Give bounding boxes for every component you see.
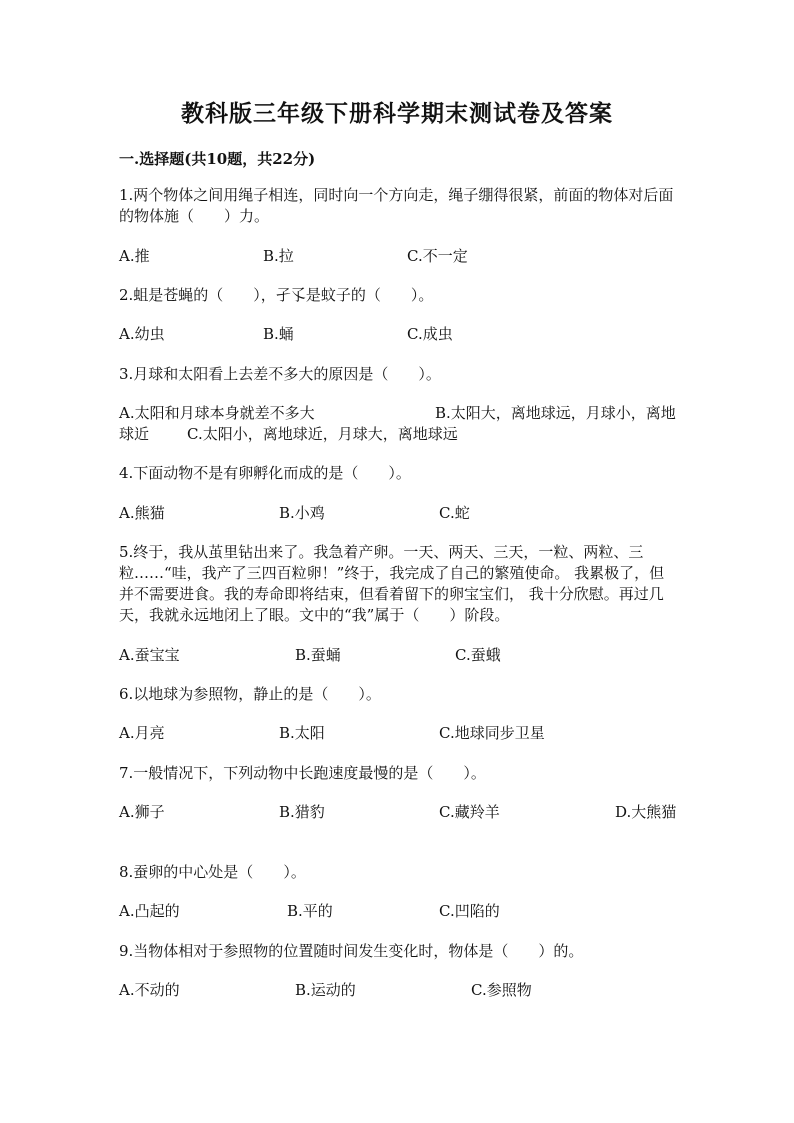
question-5: 5.终于，我从茧里钻出来了。我急着产卵。一天、两天、三天，一粒、两粒、三粒……“哇，我产了三四百粒卵！”终于，我完成了自己的繁殖使命。 我累极了，但并不需要进食。我的寿命即将结束，但看着留下的卵宝宝们， 我十分欣慰。再过几天，我就永远地闭上了眼。文中的“我”属于（ ）阶段。 <box>119 543 665 624</box>
q1-option-c: C.不一定 <box>407 247 468 265</box>
q6-option-b: B.太阳 <box>279 724 325 742</box>
q8-option-b: B.平的 <box>287 902 333 920</box>
section-heading: 一.选择题(共10题，共22分) <box>119 150 316 168</box>
q2-option-b: B.蛹 <box>263 325 294 343</box>
q5-option-c: C.蚕蛾 <box>455 646 501 664</box>
question-2: 2.蛆是苍蝇的（ ），孑孓是蚊子的（ ）。 <box>119 286 434 304</box>
q3-options <box>119 403 679 445</box>
q4-option-b: B.小鸡 <box>279 504 325 522</box>
q2-option-a: A.幼虫 <box>119 325 165 343</box>
q9-option-b: B.运动的 <box>295 981 356 999</box>
question-7: 7.一般情况下，下列动物中长跑速度最慢的是（ ）。 <box>119 764 486 782</box>
page-title: 教科版三年级下册科学期末测试卷及答案 <box>181 100 613 127</box>
q1-option-a: A.推 <box>119 247 150 265</box>
q8-option-c: C.凹陷的 <box>439 902 500 920</box>
q8-option-a: A.凸起的 <box>119 902 180 920</box>
question-8: 8.蚕卵的中心处是（ ）。 <box>119 863 306 881</box>
question-1: 1.两个物体之间用绳子相连，同时向一个方向走，绳子绷得很紧，前面的物体对后面的物体施（ ）力。 <box>119 186 674 225</box>
q3-option-b: B.太阳大，离地球远，月球小，离地球近 <box>119 404 676 443</box>
question-3: 3.月球和太阳看上去差不多大的原因是（ ）。 <box>119 365 441 383</box>
question-4: 4.下面动物不是有卵孵化而成的是（ ）。 <box>119 464 411 482</box>
q5-option-a: A.蚕宝宝 <box>119 646 180 664</box>
q7-option-a: A.狮子 <box>119 803 165 821</box>
q9-option-a: A.不动的 <box>119 981 180 999</box>
q2-option-c: C.成虫 <box>407 325 453 343</box>
q4-option-a: A.熊猫 <box>119 504 165 522</box>
q7-option-c: C.藏羚羊 <box>439 803 500 821</box>
q7-option-d: D.大熊猫 <box>615 803 677 821</box>
q7-option-b: B.猎豹 <box>279 803 325 821</box>
q9-option-c: C.参照物 <box>471 981 532 999</box>
q1-option-b: B.拉 <box>263 247 294 265</box>
question-6: 6.以地球为参照物，静止的是（ ）。 <box>119 685 381 703</box>
q6-option-a: A.月亮 <box>119 724 165 742</box>
q3-option-c: C.太阳小，离地球近，月球大，离地球远 <box>187 425 458 443</box>
q4-option-c: C.蛇 <box>439 504 470 522</box>
q5-option-b: B.蚕蛹 <box>295 646 341 664</box>
q3-option-a: A.太阳和月球本身就差不多大 <box>119 404 315 422</box>
q6-option-c: C.地球同步卫星 <box>439 724 545 742</box>
question-9: 9.当物体相对于参照物的位置随时间发生变化时，物体是（ ）的。 <box>119 942 584 960</box>
